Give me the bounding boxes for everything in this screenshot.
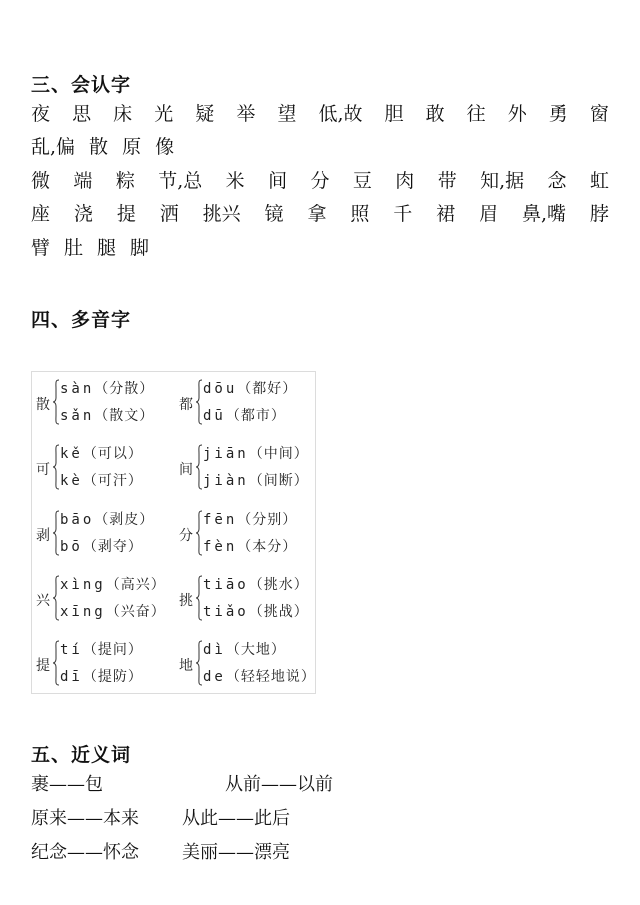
brace-icon <box>52 640 60 686</box>
pinyin: dū <box>203 408 226 424</box>
polyphone-char: 地 <box>179 658 193 674</box>
char-item: 鼻,嘴 <box>521 203 567 225</box>
synonym-left: 原来——本来 <box>31 808 139 829</box>
char-item: 勇 <box>548 103 568 125</box>
pinyin: dì <box>203 642 226 658</box>
example-word: （剥夺） <box>82 539 143 555</box>
reading-row <box>60 639 143 659</box>
char-item: 分 <box>310 170 330 192</box>
reading-row <box>203 574 309 594</box>
polyphone-char: 都 <box>179 397 193 413</box>
example-word: （挑水） <box>248 577 309 593</box>
char-item: 肚 <box>64 237 84 259</box>
char-item: 照 <box>350 203 370 225</box>
brace-icon <box>195 444 203 490</box>
char-line-2 <box>31 132 609 162</box>
polyphone-entry <box>35 440 173 494</box>
reading-row <box>60 536 143 556</box>
section-heading-3: 三、会认字 <box>31 74 132 96</box>
char-item: 微 <box>31 170 51 192</box>
char-item: 像 <box>155 136 175 158</box>
brace-icon <box>52 510 60 556</box>
char-item: 原 <box>122 136 142 158</box>
char-item: 念 <box>547 170 567 192</box>
example-word: （本分） <box>237 539 298 555</box>
pinyin: dī <box>60 669 83 685</box>
polyphone-char: 间 <box>179 462 193 478</box>
reading-row <box>60 470 143 490</box>
char-item: 散 <box>89 136 109 158</box>
synonym-row <box>31 840 609 866</box>
char-item: 脖 <box>589 203 609 225</box>
polyphone-char: 挑 <box>179 593 193 609</box>
pinyin: kě <box>60 446 83 462</box>
char-item: 浇 <box>73 203 93 225</box>
char-item: 知,据 <box>480 170 525 192</box>
char-item: 端 <box>73 170 93 192</box>
polyphone-char: 可 <box>36 462 50 478</box>
example-word: （大地） <box>225 642 286 658</box>
example-word: （剥皮） <box>94 512 155 528</box>
pinyin: jiàn <box>203 473 249 489</box>
char-item: 裙 <box>436 203 456 225</box>
brace-icon <box>195 640 203 686</box>
synonym-right: 从此——此后 <box>182 808 290 829</box>
example-word: （都市） <box>225 408 286 424</box>
reading-row <box>203 378 297 398</box>
char-line-3 <box>31 166 609 196</box>
reading-row <box>60 574 166 594</box>
pinyin: sǎn <box>60 408 95 424</box>
pinyin: de <box>203 669 226 685</box>
reading-row <box>60 443 143 463</box>
reading-row <box>203 666 316 686</box>
char-item: 挑兴 <box>202 203 241 225</box>
polyphone-char: 剥 <box>36 528 50 544</box>
polyphone-entry <box>178 375 316 429</box>
char-item: 胆 <box>384 103 404 125</box>
pinyin: xìng <box>60 577 106 593</box>
char-item: 光 <box>154 103 174 125</box>
pinyin: tiǎo <box>203 604 249 620</box>
reading-row <box>203 443 309 463</box>
char-item: 外 <box>507 103 527 125</box>
example-word: （高兴） <box>105 577 166 593</box>
example-word: （提问） <box>82 642 143 658</box>
example-word: （间断） <box>248 473 309 489</box>
brace-icon <box>52 575 60 621</box>
pinyin: sàn <box>60 381 95 397</box>
polyphone-entry <box>35 375 173 429</box>
char-item: 提 <box>116 203 136 225</box>
pinyin: xīng <box>60 604 106 620</box>
pinyin: jiān <box>203 446 249 462</box>
example-word: （散文） <box>94 408 155 424</box>
reading-row <box>203 601 309 621</box>
polyphone-entry <box>35 571 173 625</box>
reading-row <box>60 509 154 529</box>
char-line-1 <box>31 99 609 129</box>
section-heading-5: 五、近义词 <box>31 744 132 766</box>
pinyin: kè <box>60 473 83 489</box>
char-line-5 <box>31 233 609 263</box>
example-word: （可汗） <box>82 473 143 489</box>
char-item: 疑 <box>195 103 215 125</box>
polyphone-char: 兴 <box>36 593 50 609</box>
pinyin: bō <box>60 539 83 555</box>
char-item: 低,故 <box>318 103 363 125</box>
polyphone-table <box>31 371 316 694</box>
reading-row <box>203 639 286 659</box>
polyphone-entry <box>178 440 316 494</box>
char-item: 臂 <box>31 237 51 259</box>
reading-row <box>203 509 297 529</box>
char-item: 镜 <box>264 203 284 225</box>
char-item: 夜 <box>31 103 51 125</box>
char-item: 豆 <box>352 170 372 192</box>
reading-row <box>60 378 154 398</box>
char-item: 间 <box>268 170 288 192</box>
brace-icon <box>195 510 203 556</box>
example-word: （分别） <box>237 512 298 528</box>
char-item: 千 <box>393 203 413 225</box>
reading-row <box>60 666 143 686</box>
char-item: 望 <box>277 103 297 125</box>
char-item: 腿 <box>97 237 117 259</box>
polyphone-char: 散 <box>36 397 50 413</box>
char-item: 肉 <box>395 170 415 192</box>
synonym-right: 从前——以前 <box>225 774 333 795</box>
polyphone-entry <box>178 636 316 690</box>
brace-icon <box>195 379 203 425</box>
section-heading-4: 四、多音字 <box>31 309 132 331</box>
pinyin: bāo <box>60 512 95 528</box>
reading-row <box>203 405 286 425</box>
synonym-right: 美丽——漂亮 <box>182 842 290 863</box>
char-line-4 <box>31 199 609 229</box>
example-word: （分散） <box>94 381 155 397</box>
polyphone-entry <box>35 506 173 560</box>
synonym-left: 纪念——怀念 <box>31 842 139 863</box>
char-item: 拿 <box>307 203 327 225</box>
char-item: 往 <box>466 103 486 125</box>
reading-row <box>60 405 154 425</box>
char-item: 座 <box>31 203 51 225</box>
example-word: （提防） <box>82 669 143 685</box>
example-word: （都好） <box>237 381 298 397</box>
pinyin: tí <box>60 642 83 658</box>
pinyin: fèn <box>203 539 238 555</box>
pinyin: tiāo <box>203 577 249 593</box>
char-item: 床 <box>113 103 133 125</box>
brace-icon <box>52 379 60 425</box>
example-word: （轻轻地说） <box>225 669 316 685</box>
brace-icon <box>52 444 60 490</box>
example-word: （中间） <box>248 446 309 462</box>
brace-icon <box>195 575 203 621</box>
reading-row <box>203 470 309 490</box>
pinyin: dōu <box>203 381 238 397</box>
polyphone-entry <box>178 571 316 625</box>
synonym-row <box>31 772 609 798</box>
char-item: 带 <box>437 170 457 192</box>
char-item: 眉 <box>479 203 499 225</box>
char-item: 窗 <box>589 103 609 125</box>
example-word: （挑战） <box>248 604 309 620</box>
char-item: 思 <box>72 103 92 125</box>
synonym-left: 裹——包 <box>31 774 103 795</box>
char-item: 虹 <box>589 170 609 192</box>
polyphone-char: 分 <box>179 528 193 544</box>
reading-row <box>60 601 166 621</box>
pinyin: fēn <box>203 512 238 528</box>
polyphone-entry <box>35 636 173 690</box>
polyphone-char: 提 <box>36 658 50 674</box>
example-word: （兴奋） <box>105 604 166 620</box>
reading-row <box>203 536 297 556</box>
char-item: 洒 <box>159 203 179 225</box>
char-item: 敢 <box>425 103 445 125</box>
char-item: 脚 <box>130 237 150 259</box>
char-item: 乱,偏 <box>31 136 76 158</box>
polyphone-entry <box>178 506 316 560</box>
char-item: 节,总 <box>158 170 203 192</box>
char-item: 米 <box>225 170 245 192</box>
char-item: 粽 <box>115 170 135 192</box>
example-word: （可以） <box>82 446 143 462</box>
char-item: 举 <box>236 103 256 125</box>
synonym-row <box>31 806 609 832</box>
